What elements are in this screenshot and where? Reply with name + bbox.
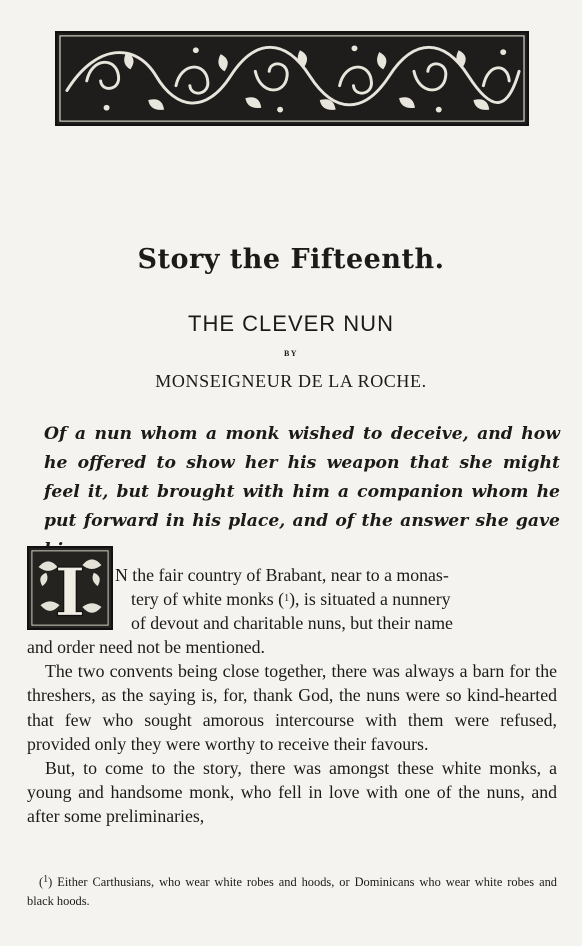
dropcap-letter: I (54, 552, 86, 628)
story-body (27, 563, 557, 828)
story-summary: Of a nun whom a monk wished to deceive, and how he offered to show her his weapon that she might feel it, but brought with him a companion whom he put forward in his place, and of the answer she gave (44, 424, 560, 531)
footnote-reference: 1 (284, 593, 290, 605)
body-paragraph-3: But, to come to the story, there was amongst these white monks, a young and handsome monk, who fell in love with one of the nuns, and after some preliminaries, (27, 757, 557, 826)
author-name: MONSEIGNEUR DE LA ROCHE. (155, 371, 427, 391)
footnote-text-line: ($^1$) Either Carthusians, who wear white robes and hoods, or Dominicans who wear white robes and black hoods. (27, 874, 557, 908)
body-line-2 (27, 587, 557, 611)
body-line-4: and order need not be mentioned. (27, 637, 265, 658)
body-paragraph-2: The two convents being close together, there was always a barn for the threshers, as the saying is, for, thank God, the nuns were so kind-hearted that few who sought amorous intercourse with them were refused, provided only they were worthy to receive their favours. (27, 661, 557, 754)
body-line-2-end: ), is situated a nunnery (289, 589, 451, 610)
story-title: THE CLEVER NUN (188, 311, 394, 336)
footnote (27, 870, 557, 911)
footnote-text: Either Carthusians, who wear white robes and hoods, or Dominicans who wear white robes and black hoods. (27, 875, 557, 908)
ornamental-header-band (55, 31, 529, 126)
body-line-2-text: tery of white monks ( (131, 589, 285, 610)
floral-scroll-ornament (57, 33, 527, 124)
story-number-heading: Story the Fifteenth. (137, 244, 445, 275)
by-label: BY (283, 349, 299, 358)
body-line-1: N the fair country of Brabant, near to a monas- (115, 565, 449, 585)
footnote-mark: 1 (43, 874, 49, 885)
body-line-3: of devout and charitable nuns, but their name (131, 613, 453, 634)
